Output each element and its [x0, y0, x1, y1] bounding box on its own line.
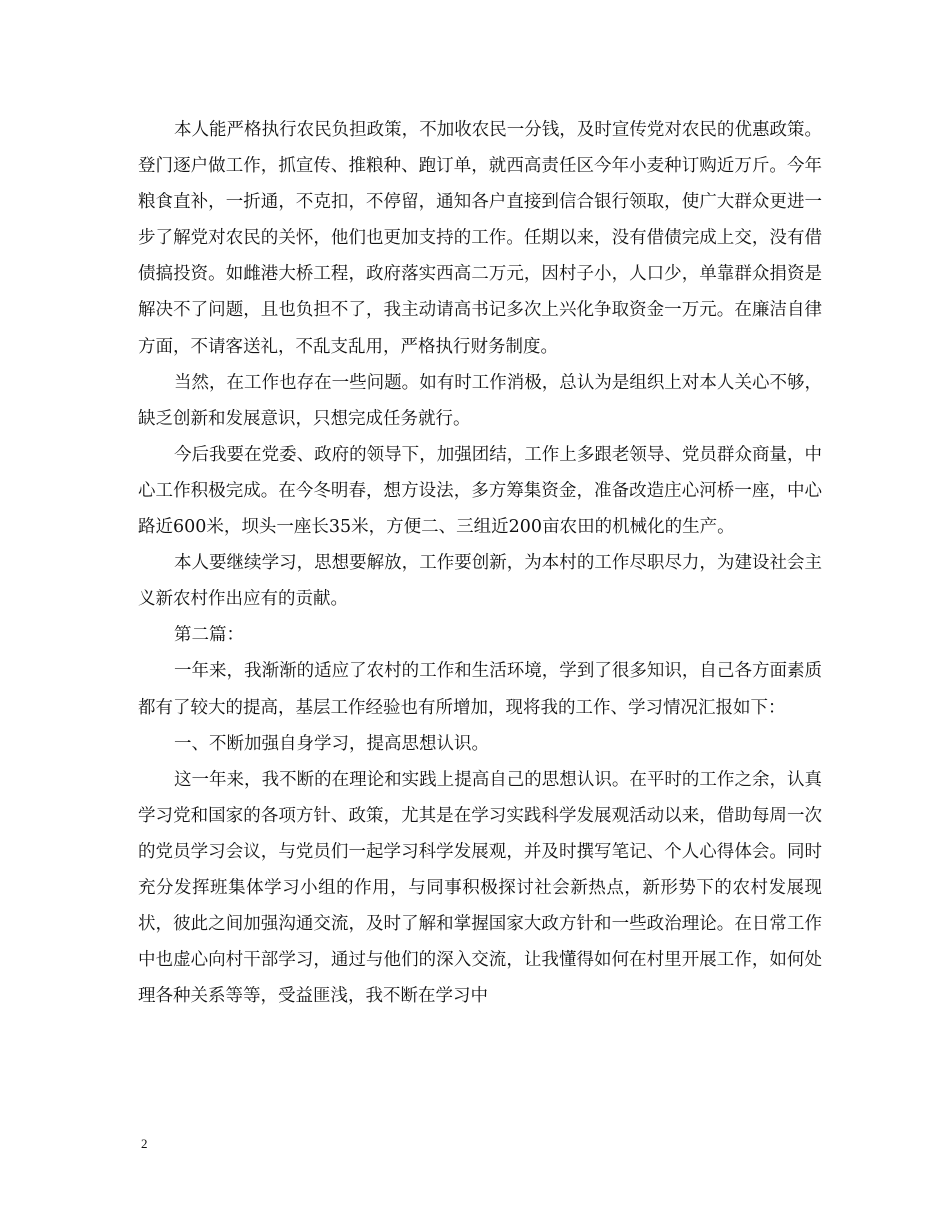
paragraph: 本人能严格执行农民负担政策，不加收农民一分钱，及时宣传党对农民的优惠政策。登门逐户做工作，抓宣传、推粮种、跑订单，就西高责任区今年小麦种订购近万斤。今年粮食直补，一折通，不克扣，不停留，通知各户直接到信合银行领取，使广大群众更进一步了解党对农民的关怀，他们也更加支持的工作。任期以来，没有借债完成上交，没有借债搞投资。如雌港大桥工程，政府落实西高二万元，因村子小，人口少，单靠群众捐资是解决不了问题，且也负担不了，我主动请高书记多次上兴化争取资金一万元。在廉洁自律方面，不请客送礼，不乱支乱用，严格执行财务制度。 — [138, 120, 822, 357]
paragraph: 当然，在工作也存在一些问题。如有时工作消极，总认为是组织上对本人关心不够，缺乏创新和发展意识，只想完成任务就行。 — [138, 372, 822, 429]
page-number: 2 — [141, 1136, 148, 1151]
subsection-heading: 一、不断加强自身学习，提高思想认识。 — [174, 733, 489, 754]
section-heading: 第二篇： — [174, 625, 244, 646]
paragraph: 这一年来，我不断的在理论和实践上提高自己的思想认识。在平时的工作之余，认真学习党和国家的各项方针、政策，尤其是在学习实践科学发展观活动以来，借助每周一次的党员学习会议，与党员们一起学习科学发展观，并及时撰写笔记、个人心得体会。同时充分发挥班集体学习小组的作用，与同事积极探讨社会新热点，新形势下的农村发展现状，彼此之间加强沟通交流，及时了解和掌握国家大政方针和一些政治理论。在日常工作中也虚心向村干部学习，通过与他们的深入交流，让我懂得如何在村里开展工作，如何处理各种关系等等，受益匪浅，我不断在学习中 — [138, 769, 822, 1007]
paragraph: 本人要继续学习，思想要解放，工作要创新，为本村的工作尽职尽力，为建设社会主义新农村作出应有的贡献。 — [138, 553, 822, 610]
document-body — [138, 112, 822, 1014]
paragraph: 一年来，我渐渐的适应了农村的工作和生活环境，学到了很多知识，自己各方面素质都有了较大的提高，基层工作经验也有所增加，现将我的工作、学习情况汇报如下： — [138, 661, 822, 718]
paragraph: 今后我要在党委、政府的领导下，加强团结，工作上多跟老领导、党员群众商量，中心工作积极完成。在今冬明春，想方设法，多方筹集资金，准备改造庄心河桥一座，中心路近600米，坝头一座长35米，方便二、三组近200亩农田的机械化的生产。 — [138, 444, 822, 538]
